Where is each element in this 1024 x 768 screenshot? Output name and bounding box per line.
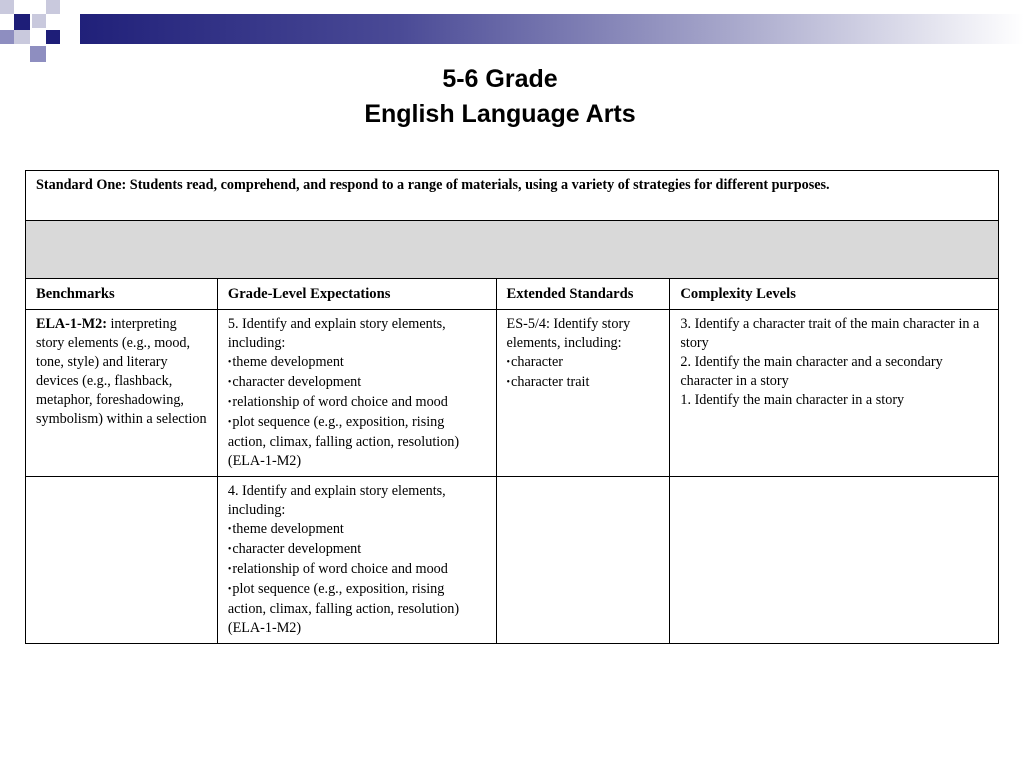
gle-item: • theme development — [228, 520, 486, 540]
table-row — [26, 477, 999, 644]
decor-square — [32, 14, 46, 28]
benchmark-cell — [26, 310, 218, 477]
gle-intro: 4. Identify and explain story elements, including: — [227, 483, 446, 518]
extended-cell — [496, 310, 670, 477]
standard-cell: Standard One: Students read, comprehend, and respond to a range of materials, using a variety of strategies for different purposes. — [26, 171, 999, 221]
title-line-1: 5-6 Grade — [442, 65, 558, 93]
benchmark-code: ELA-1-M2: — [36, 316, 107, 332]
gle-cell — [217, 310, 496, 477]
decor-gap — [62, 14, 80, 44]
decor-square — [30, 46, 46, 62]
decor-square — [46, 30, 60, 44]
benchmark-text: interpreting story elements (e.g., mood, tone, style) and literary devices (e.g., flashback, metaphor, foreshadowing, symbolism) within a selection — [36, 316, 207, 427]
decor-square — [0, 0, 14, 14]
ext-item: • character — [507, 353, 660, 373]
gle-intro: 5. Identify and explain story elements, including: — [227, 316, 446, 351]
blank-row — [26, 221, 999, 279]
ext-item: • character trait — [507, 373, 660, 393]
complexity-cell-empty — [670, 477, 999, 644]
col-header-extended: Extended Standards — [496, 279, 670, 310]
col-header-gle: Grade-Level Expectations — [217, 279, 496, 310]
header-row — [26, 279, 999, 310]
page-title — [0, 62, 1000, 132]
decor-square — [46, 0, 60, 14]
gle-item: • theme development — [228, 353, 486, 373]
complexity-level: 3. Identify a character trait of the main character in a story — [680, 316, 980, 351]
blank-cell — [26, 221, 999, 279]
gle-item: • character development — [228, 373, 486, 393]
gle-item: • plot sequence (e.g., exposition, rising action, climax, falling action, resolution) (ELA-1-M2) — [228, 413, 486, 471]
gle-cell — [217, 477, 496, 644]
decor-square — [14, 14, 30, 30]
col-header-complexity: Complexity Levels — [670, 279, 999, 310]
decor-square — [14, 30, 30, 44]
benchmark-cell-empty — [26, 477, 218, 644]
extended-cell-empty — [496, 477, 670, 644]
standard-row — [26, 171, 999, 221]
complexity-level: 1. Identify the main character in a story — [680, 392, 905, 408]
gle-item: • relationship of word choice and mood — [228, 560, 486, 580]
col-header-benchmarks: Benchmarks — [26, 279, 218, 310]
gle-item: • character development — [228, 540, 486, 560]
standards-table — [25, 170, 999, 644]
complexity-level: 2. Identify the main character and a secondary character in a story — [680, 354, 943, 389]
table-row — [26, 310, 999, 477]
decor-square — [0, 30, 14, 44]
gle-item: • plot sequence (e.g., exposition, rising action, climax, falling action, resolution) (ELA-1-M2) — [228, 580, 486, 638]
title-line-2: English Language Arts — [364, 100, 636, 128]
header-gradient-bar — [62, 14, 1024, 44]
ext-intro: ES-5/4: Identify story elements, including: — [506, 316, 631, 351]
gle-item: • relationship of word choice and mood — [228, 393, 486, 413]
complexity-cell — [670, 310, 999, 477]
